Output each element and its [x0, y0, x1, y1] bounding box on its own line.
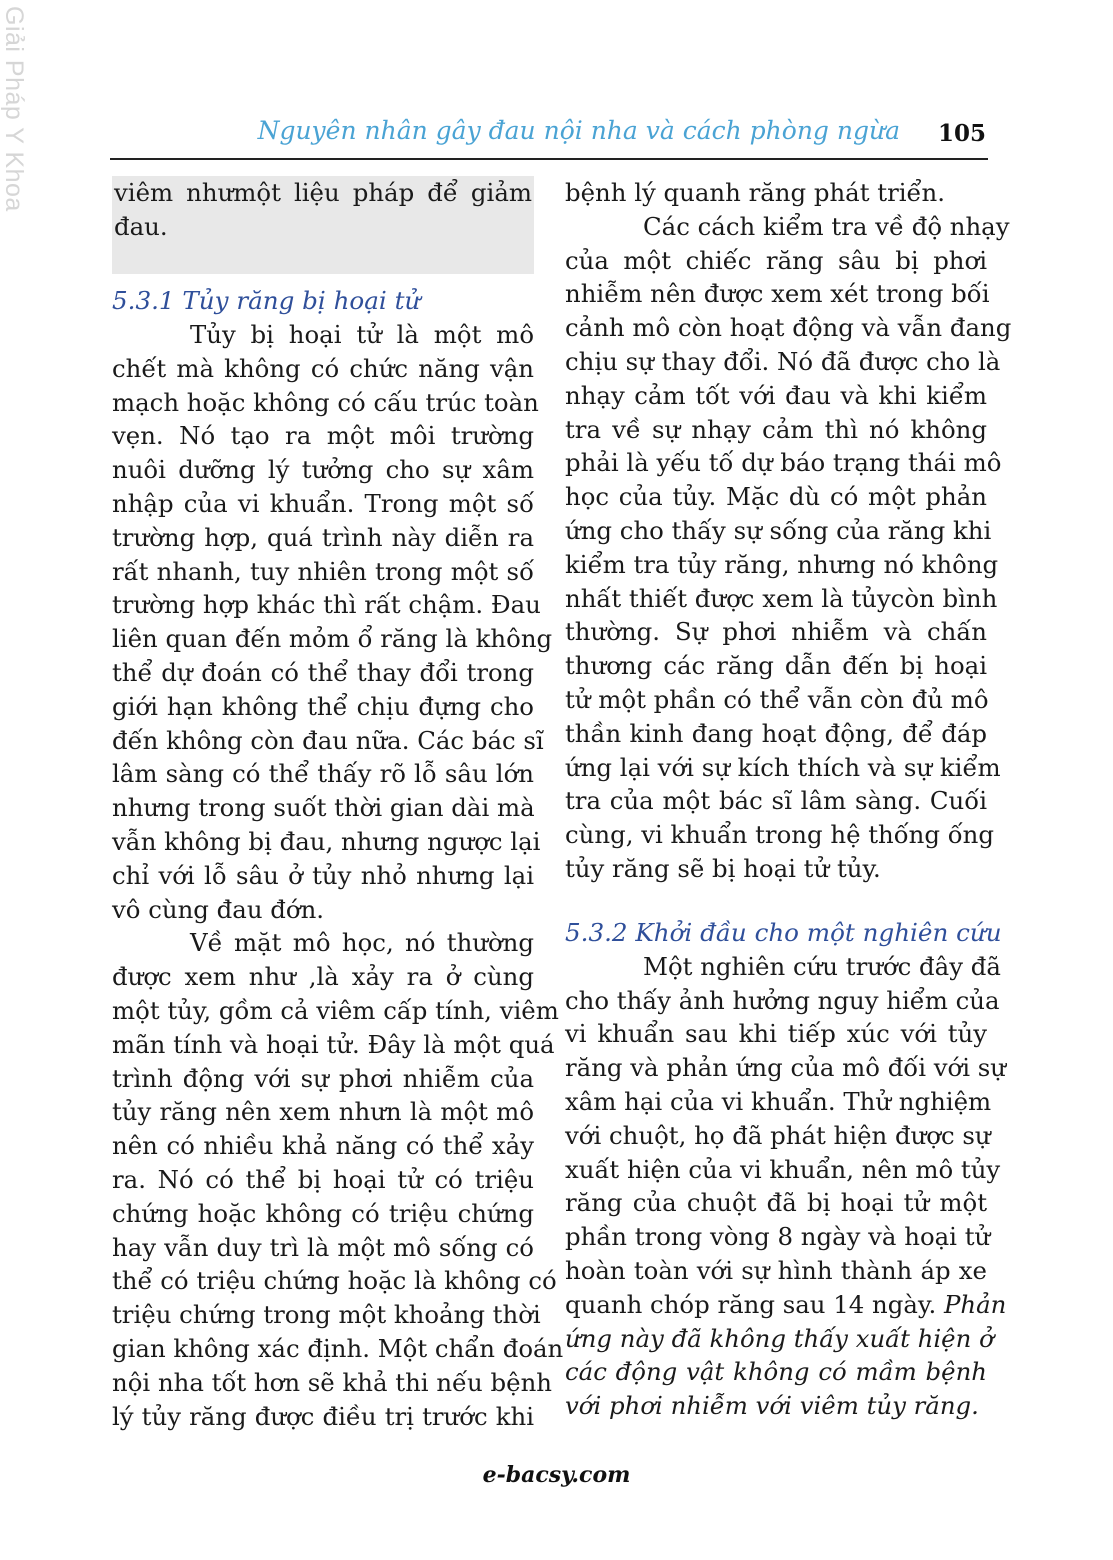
text-line: gian không xác định. Một chẩn đoán — [112, 1333, 564, 1363]
text-line: một tủy, gồm cả viêm cấp tính, viêm — [112, 995, 559, 1025]
side-watermark: Giải Pháp Y Khoa — [0, 6, 28, 212]
text-line: ứng cho thấy sự sống của răng khi — [565, 515, 992, 545]
text-line: được xem như ,là xảy ra ở cùng — [112, 962, 534, 992]
text-line: tủy răng nên xem nhưn là một mô — [112, 1097, 534, 1127]
text-line: vẹn. Nó tạo ra một môi trường — [112, 421, 534, 451]
text-line: thần kinh đang hoạt động, để đáp — [565, 718, 987, 748]
text-line: nội nha tốt hơn sẽ khả thi nếu bệnh — [112, 1367, 552, 1397]
text-line: tủy răng sẽ bị hoại tử tủy. — [565, 853, 881, 883]
running-header — [110, 112, 988, 160]
text-line: vẫn không bị đau, nhưng ngược lại — [112, 826, 541, 856]
text-line: với phơi nhiễm với viêm tủy răng. — [565, 1391, 979, 1421]
text-line: các động vật không có mầm bệnh — [565, 1357, 987, 1387]
text-line: Các cách kiểm tra về độ nhạy — [643, 211, 1010, 241]
text-line: nhất thiết được xem là tủycòn bình — [565, 583, 998, 613]
text-line: Tủy bị hoại tử là một mô — [190, 320, 534, 349]
text-line: triệu chứng trong một khoảng thời — [112, 1300, 541, 1330]
text-line: răng và phản ứng của mô đối với sự — [565, 1053, 1007, 1083]
text-line: phần trong vòng 8 ngày và hoại tử — [565, 1222, 991, 1252]
text-line: tử một phần có thể vẫn còn đủ mô — [565, 684, 989, 714]
text-italic: Phản — [943, 1289, 1007, 1319]
text-line: thường. Sự phơi nhiễm và chấn — [565, 617, 987, 647]
text-normal: quanh chóp răng sau 14 ngày. — [565, 1289, 944, 1319]
text-line: cùng, vi khuẩn trong hệ thống ống — [565, 820, 995, 850]
text-line: nhập của vi khuẩn. Trong một số — [112, 488, 534, 518]
text-line: chỉ với lỗ sâu ở tủy nhỏ nhưng lại — [112, 860, 534, 890]
paragraph — [565, 176, 987, 210]
text-line: mãn tính và hoại tử. Đây là một quá — [112, 1029, 555, 1059]
text-line: kiểm tra tủy răng, nhưng nó không — [565, 549, 999, 579]
paragraph — [565, 210, 1012, 886]
text-line: nhưng trong suốt thời gian dài mà — [112, 793, 535, 823]
text-line: tra của một bác sĩ lâm sàng. Cuối — [565, 786, 987, 816]
text-line: chịu sự thay đổi. Nó đã được cho là — [565, 346, 1001, 376]
text-line: mạch hoặc không có cấu trúc toàn — [112, 387, 539, 417]
text-line: Về mặt mô học, nó thường — [190, 928, 534, 958]
text-line: hay vẫn duy trì là một mô sống có — [112, 1232, 534, 1262]
text-line: trường hợp khác thì rất chậm. Đau — [112, 590, 541, 620]
paragraph — [565, 950, 1007, 1423]
text-line — [565, 1288, 1007, 1322]
text-line: trường hợp, quá trình này diễn ra — [112, 522, 534, 552]
left-column — [112, 176, 564, 1433]
footer-site: e-bacsy.com — [482, 1462, 631, 1488]
shaded-text-box — [112, 176, 534, 274]
text-line: Một nghiên cứu trước đây đã — [643, 951, 1001, 981]
text-line: răng của chuột đã bị hoại tử một — [565, 1188, 987, 1218]
text-line: chết mà không có chức năng vận — [112, 353, 534, 383]
text-line: đến không còn đau nữa. Các bác sĩ — [112, 725, 544, 755]
right-column — [565, 176, 1012, 1423]
text-line: chứng hoặc không có triệu chứng — [112, 1198, 534, 1228]
text-line: thể có triệu chứng hoặc là không có — [112, 1266, 557, 1296]
text-line: xâm hại của vi khuẩn. Thử nghiệm — [565, 1086, 992, 1116]
text-line: ứng lại với sự kích thích và sự kiểm — [565, 752, 1001, 782]
text-line: đau. — [114, 211, 168, 241]
text-line: hoàn toàn với sự hình thành áp xe — [565, 1255, 987, 1285]
text-line: nuôi dưỡng lý tưởng cho sự xâm — [112, 455, 534, 485]
page-number: 105 — [937, 120, 986, 147]
text-line: nhiễm nên được xem xét trong bối — [565, 279, 990, 309]
text-line: trình động với sự phơi nhiễm của — [112, 1063, 534, 1093]
section-heading: 5.3.1 Tủy răng bị hoại tử — [112, 286, 421, 315]
chapter-title: Nguyên nhân gây đau nội nha và cách phòng ngừa — [257, 116, 900, 145]
text-line: học của tủy. Mặc dù có một phản — [565, 482, 987, 512]
text-line: rất nhanh, tuy nhiên trong một số — [112, 556, 534, 586]
text-line: thương các răng dẫn đến bị hoại — [565, 651, 987, 681]
text-line: lý tủy răng được điều trị trước khi — [112, 1401, 534, 1431]
text-line: ứng này đã không thấy xuất hiện ở — [565, 1323, 994, 1353]
text-line: lâm sàng có thể thấy rõ lỗ sâu lớn — [112, 759, 534, 789]
text-line: phải là yếu tố dự báo trạng thái mô — [565, 448, 1002, 478]
text-line: cảnh mô còn hoạt động và vẫn đang — [565, 313, 1012, 343]
text-line: bệnh lý quanh răng phát triển. — [565, 178, 946, 207]
text-line: xuất hiện của vi khuẩn, nên mô tủy — [565, 1154, 1001, 1184]
text-line: của một chiếc răng sâu bị phơi — [565, 245, 987, 275]
text-line: viêm nhưmột liệu pháp để giảm — [114, 178, 532, 207]
text-line: cho thấy ảnh hưởng nguy hiểm của — [565, 985, 1000, 1015]
paragraph — [112, 926, 564, 1433]
text-line: ra. Nó có thể bị hoại tử có triệu — [112, 1164, 534, 1194]
text-line: vô cùng đau đớn. — [112, 894, 325, 924]
text-line: với chuột, họ đã phát hiện được sự — [565, 1120, 991, 1150]
text-line: vi khuẩn sau khi tiếp xúc với tủy — [565, 1019, 987, 1049]
text-line: nhạy cảm tốt với đau và khi kiểm — [565, 380, 987, 410]
section-heading: 5.3.2 Khởi đầu cho một nghiên cứu — [565, 917, 1002, 947]
text-line: liên quan đến mỏm ổ răng là không — [112, 624, 553, 654]
paragraph — [112, 318, 553, 926]
text-line: tra về sự nhạy cảm thì nó không — [565, 414, 987, 444]
text-line: thể dự đoán có thể thay đổi trong — [112, 657, 534, 687]
text-line: giới hạn không thể chịu đựng cho — [112, 691, 534, 721]
text-line: nên có nhiều khả năng có thể xảy — [112, 1131, 534, 1161]
spacer — [565, 886, 987, 916]
